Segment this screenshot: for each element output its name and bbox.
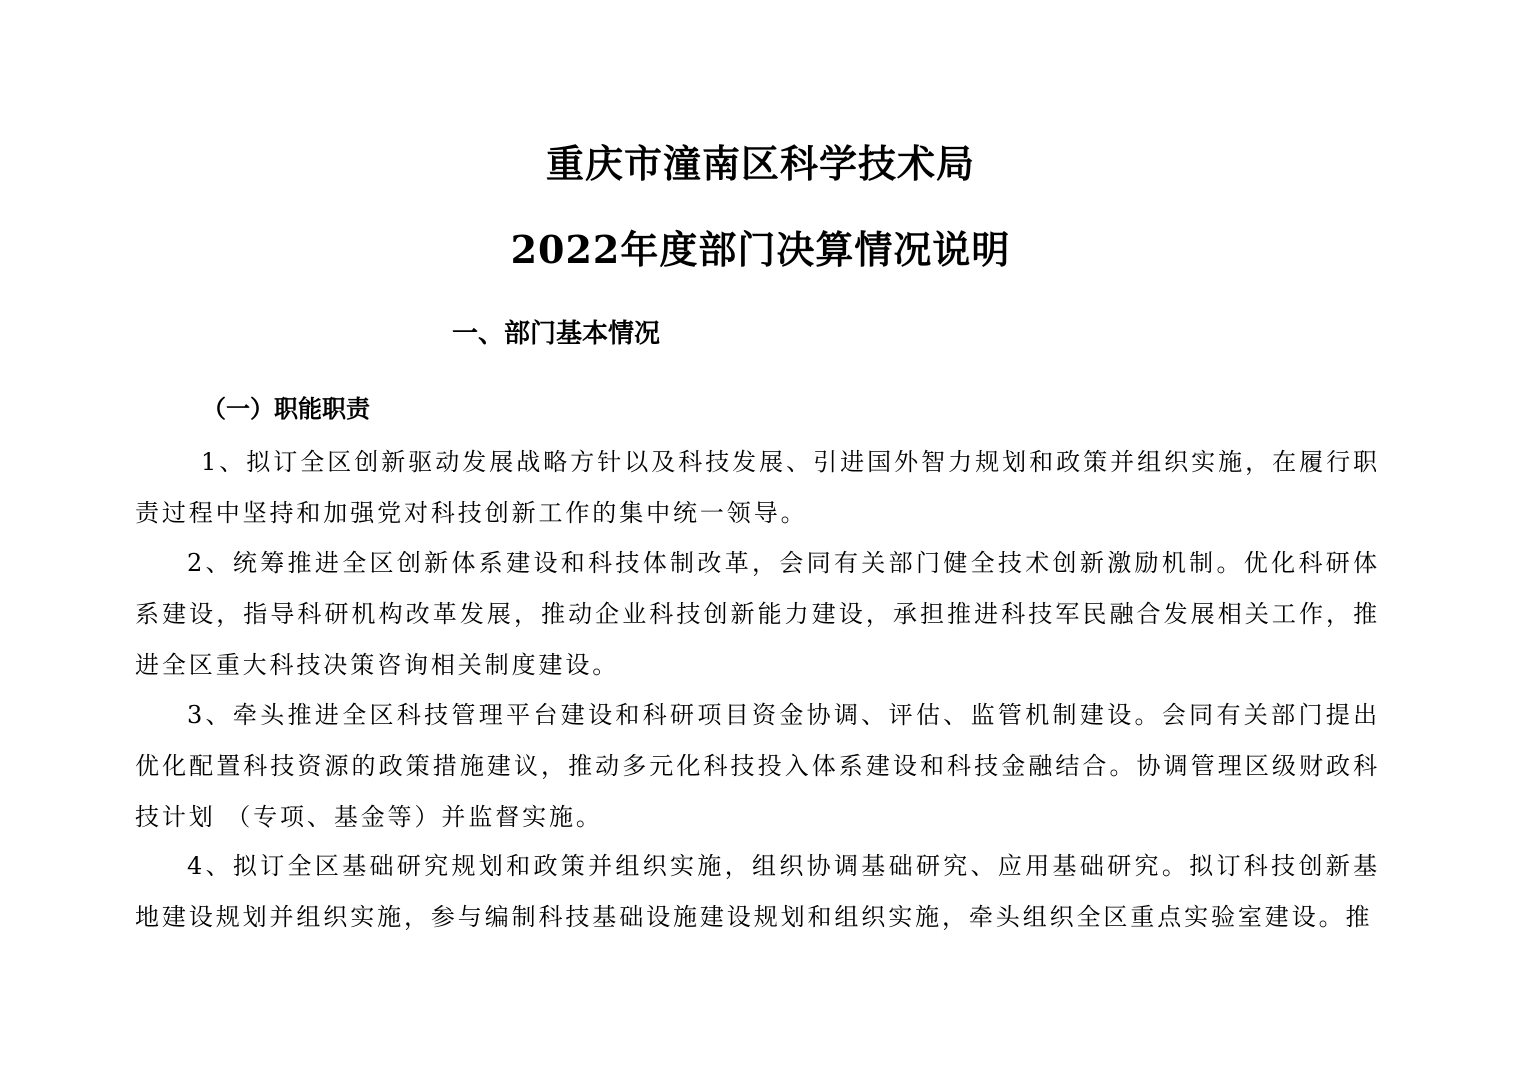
sub-heading: （一）职能职责 [202, 395, 370, 423]
section-heading: 一、部门基本情况 [452, 319, 661, 349]
paragraph-3: 3、牵头推进全区科技管理平台建设和科研项目资金协调、评估、监管机制建设。会同有关部门提出优化配置科技资源的政策措施建议，推动多元化科技投入体系建设和科技金融结合。协调管理区级财政科技计划 （专项、基金等）并监督实施。 [135, 701, 1380, 831]
paragraph-2: 2、统筹推进全区创新体系建设和科技体制改革，会同有关部门健全技术创新激励机制。优化科研体系建设，指导科研机构改革发展，推动企业科技创新能力建设，承担推进科技军民融合发展相关工作，推进全区重大科技决策咨询相关制度建设。 [135, 549, 1380, 679]
document-title: 重庆市潼南区科学技术局 [545, 141, 975, 186]
document-subtitle: 2022年度部门决算情况说明 [510, 227, 1011, 272]
paragraph-4: 4、拟订全区基础研究规划和政策并组织实施，组织协调基础研究、应用基础研究。拟订科技创新基地建设规划并组织实施，参与编制科技基础设施建设规划和组织实施，牵头组织全区重点实验室建设。推 [135, 852, 1380, 931]
paragraph-1: 1、拟订全区创新驱动发展战略方针以及科技发展、引进国外智力规划和政策并组织实施，在履行职责过程中坚持和加强党对科技创新工作的集中统一领导。 [135, 448, 1380, 527]
